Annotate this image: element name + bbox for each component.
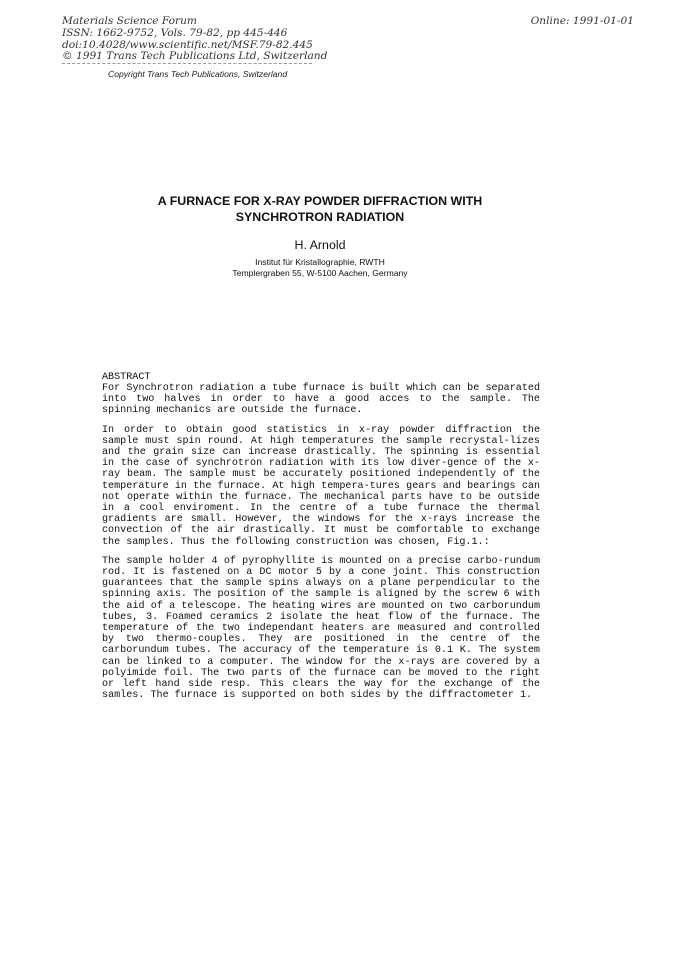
affiliation-line-2: Templergraben 55, W-5100 Aachen, Germany — [232, 268, 408, 278]
header-divider — [62, 63, 312, 64]
title-line-1: A FURNACE FOR X-RAY POWDER DIFFRACTION WITH — [157, 194, 483, 208]
doi-link[interactable]: doi:10.4028/www.scientific.net/MSF.79-82.445 — [62, 38, 313, 51]
body-paragraph-1: In order to obtain good statistics in x-ray powder diffraction the sample must spin round. At high temperatures the sample recrystal-lizes and the grain size can increase drastically. The spinning is essential in the case of synchrotron radiation with its low diver-gence of the x-ray beam. The sample must be accurately positioned independently of the temperature in the furnace. At high tempera-tures gears and bearings can not operate within the furnace. The mechanical parts have to be outside in a cool enviroment. In the centre of a tube furnace the thermal gradients are small. However, the windows for the x-rays increase the convection of the air drastically. It must be comfortable to exchange the samples. Thus the following construction was chosen, Fig.1.: — [102, 424, 540, 548]
abstract-text: For Synchrotron radiation a tube furnace is built which can be separated into two halves in order to have a good acces to the sample. The spinning mechanics are outside the furnace. — [102, 383, 540, 417]
title-line-2: SYNCHROTRON RADIATION — [235, 209, 405, 224]
copyright-notice: Copyright Trans Tech Publications, Switzerland — [108, 69, 288, 79]
issn-line: ISSN: 1662-9752, Vols. 79-82, pp 445-446 — [62, 26, 288, 39]
publisher-line: © 1991 Trans Tech Publications Ltd, Switzerland — [62, 50, 328, 63]
author-affiliation — [120, 257, 520, 279]
online-date: Online: 1991-01-01 — [530, 15, 634, 27]
body-paragraph-2: The sample holder 4 of pyrophyllite is mounted on a precise carbo-rundum rod. It is fastened on a DC motor 5 by a cone joint. This construction guarantees that the sample spins always on a plane perpendicular to the spinning axis. The position of the sample is aligned by the screw 6 with the aid of a telescope. The heating wires are mounted on two carborundum tubes, 3. Foamed ceramics 2 isolate the heat flow of the furnace. The temperature of the two independant heaters are measured and controlled by two thermo-couples. They are positioned in the centre of the carborundum tubes. The accuracy of the temperature is 0.1 K. The system can be linked to a computer. The window for the x-rays are covered by a polyimide foil. The two parts of the furnace can be moved to the right or left hand side resp. This clears the way for the exchange of the samles. The furnace is supported on both sides by the diffractometer 1. — [102, 555, 540, 702]
journal-name: Materials Science Forum — [62, 15, 197, 27]
abstract-heading: ABSTRACT — [102, 372, 151, 383]
author-name: H. Arnold — [294, 238, 346, 252]
affiliation-line-1: Institut für Kristallographie, RWTH — [255, 257, 385, 267]
journal-metadata — [62, 16, 327, 63]
paper-title — [120, 194, 520, 225]
paper-body — [102, 383, 540, 709]
